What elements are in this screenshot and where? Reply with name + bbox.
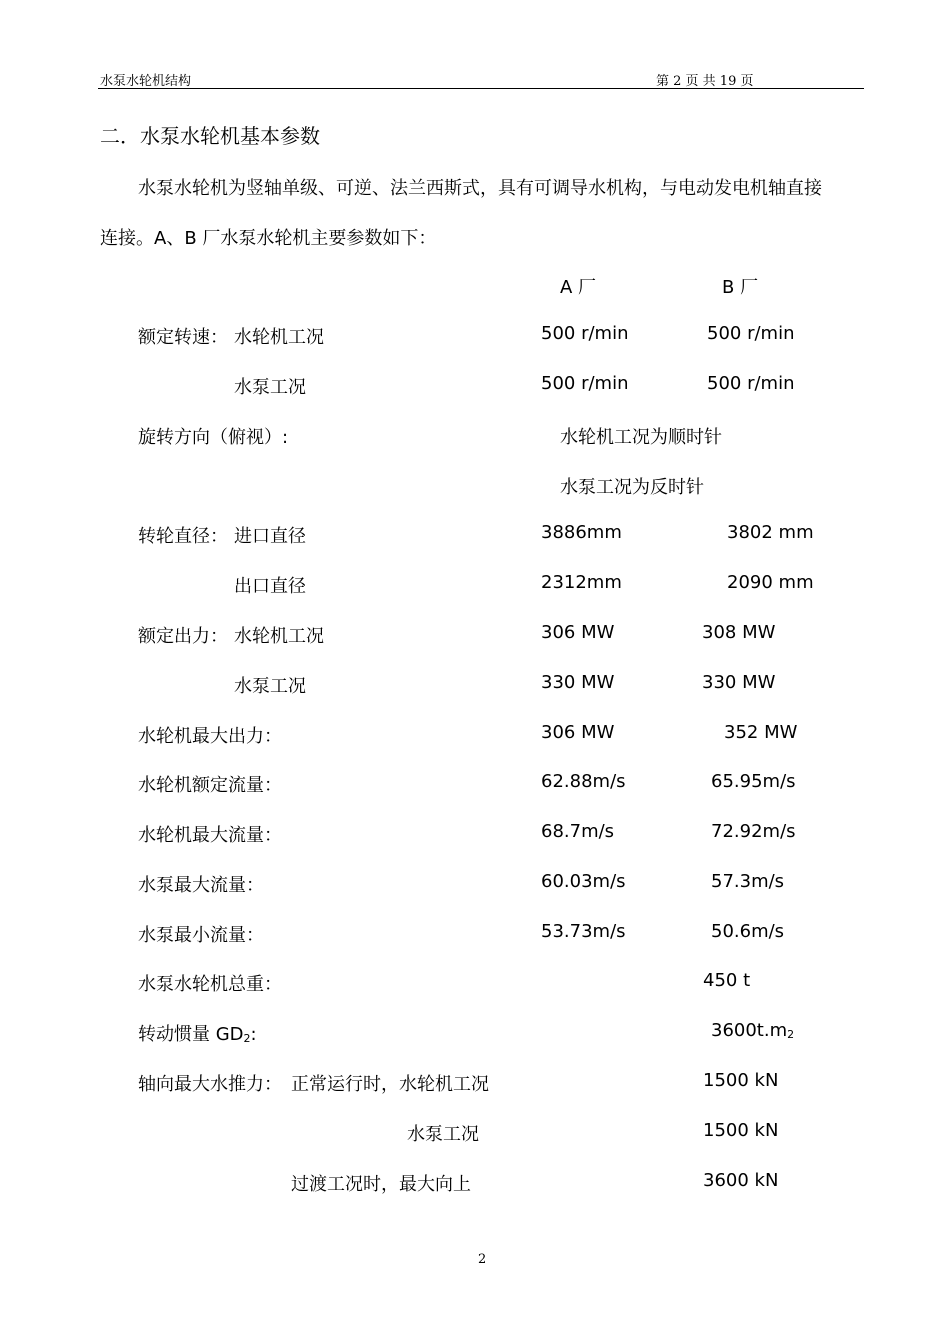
intro-line-1: 水泵水轮机为竖轴单级、可逆、法兰西斯式，具有可调导水机构，与电动发电机轴直接	[138, 178, 822, 199]
section-heading: 二．水泵水轮机基本参数	[100, 124, 320, 148]
rated-output-label: 额定出力：	[138, 626, 228, 647]
header-page-info: 第 2 页 共 19 页	[656, 74, 754, 89]
thrust-normal-value: 1500 kN	[703, 1070, 779, 1091]
turbine-rated-flow-a: 62.88m/s	[541, 771, 626, 792]
rated-output-pump-b: 330 MW	[702, 672, 776, 693]
intro-line-2: 连接。A、B 厂水泵水轮机主要参数如下：	[100, 228, 437, 249]
total-weight-label: 水泵水轮机总重：	[138, 974, 282, 995]
thrust-normal-label: 正常运行时，水轮机工况	[291, 1074, 489, 1095]
rotation-pump: 水泵工况为反时针	[560, 477, 704, 498]
thrust-transient-value: 3600 kN	[703, 1170, 779, 1191]
outlet-diameter-label: 出口直径	[234, 576, 306, 597]
turbine-max-flow-b: 72.92m/s	[711, 821, 796, 842]
pump-min-flow-a: 53.73m/s	[541, 921, 626, 942]
turbine-max-output-a: 306 MW	[541, 722, 615, 743]
rated-output-pump-mode: 水泵工况	[234, 676, 306, 697]
column-header-a: A 厂	[560, 277, 597, 298]
rated-speed-turbine-a: 500 r/min	[541, 323, 629, 344]
rated-speed-turbine-mode: 水轮机工况	[234, 327, 324, 348]
thrust-pump-label: 水泵工况	[407, 1124, 479, 1145]
rated-speed-pump-b: 500 r/min	[707, 373, 795, 394]
inertia-label: 转动惯量 $GD_2$:	[138, 1024, 257, 1045]
rated-output-turbine-b: 308 MW	[702, 622, 776, 643]
rotation-label: 旋转方向（俯视）:	[138, 427, 289, 448]
rotation-turbine: 水轮机工况为顺时针	[560, 427, 722, 448]
rated-output-turbine-mode: 水轮机工况	[234, 626, 324, 647]
inertia-value: $3600t.m_2$	[711, 1020, 795, 1041]
pump-max-flow-a: 60.03m/s	[541, 871, 626, 892]
rated-speed-pump-mode: 水泵工况	[234, 377, 306, 398]
rated-output-turbine-a: 306 MW	[541, 622, 615, 643]
turbine-max-output-b: 352 MW	[724, 722, 798, 743]
pump-max-flow-label: 水泵最大流量：	[138, 875, 264, 896]
pump-max-flow-b: 57.3m/s	[711, 871, 785, 892]
outlet-diameter-a: 2312mm	[541, 572, 622, 593]
outlet-diameter-b: 2090 mm	[727, 572, 814, 593]
total-weight-value: 450 t	[703, 970, 751, 991]
rated-speed-turbine-b: 500 r/min	[707, 323, 795, 344]
thrust-transient-label: 过渡工况时，最大向上	[291, 1174, 471, 1195]
inlet-diameter-label: 进口直径	[234, 526, 306, 547]
header-divider	[98, 88, 864, 89]
rated-speed-label: 额定转速：	[138, 327, 228, 348]
rated-output-pump-a: 330 MW	[541, 672, 615, 693]
turbine-rated-flow-label: 水轮机额定流量：	[138, 775, 282, 796]
header-doc-title: 水泵水轮机结构	[100, 74, 192, 89]
turbine-max-flow-label: 水轮机最大流量：	[138, 825, 282, 846]
turbine-max-flow-a: 68.7m/s	[541, 821, 615, 842]
turbine-max-output-label: 水轮机最大出力：	[138, 726, 282, 747]
inlet-diameter-b: 3802 mm	[727, 522, 814, 543]
column-header-b: B 厂	[722, 277, 759, 298]
turbine-rated-flow-b: 65.95m/s	[711, 771, 796, 792]
runner-diameter-label: 转轮直径：	[138, 526, 228, 547]
inlet-diameter-a: 3886mm	[541, 522, 622, 543]
page-number: 2	[478, 1252, 487, 1267]
pump-min-flow-label: 水泵最小流量：	[138, 925, 264, 946]
rated-speed-pump-a: 500 r/min	[541, 373, 629, 394]
pump-min-flow-b: 50.6m/s	[711, 921, 785, 942]
thrust-pump-value: 1500 kN	[703, 1120, 779, 1141]
thrust-label: 轴向最大水推力：	[138, 1074, 282, 1095]
